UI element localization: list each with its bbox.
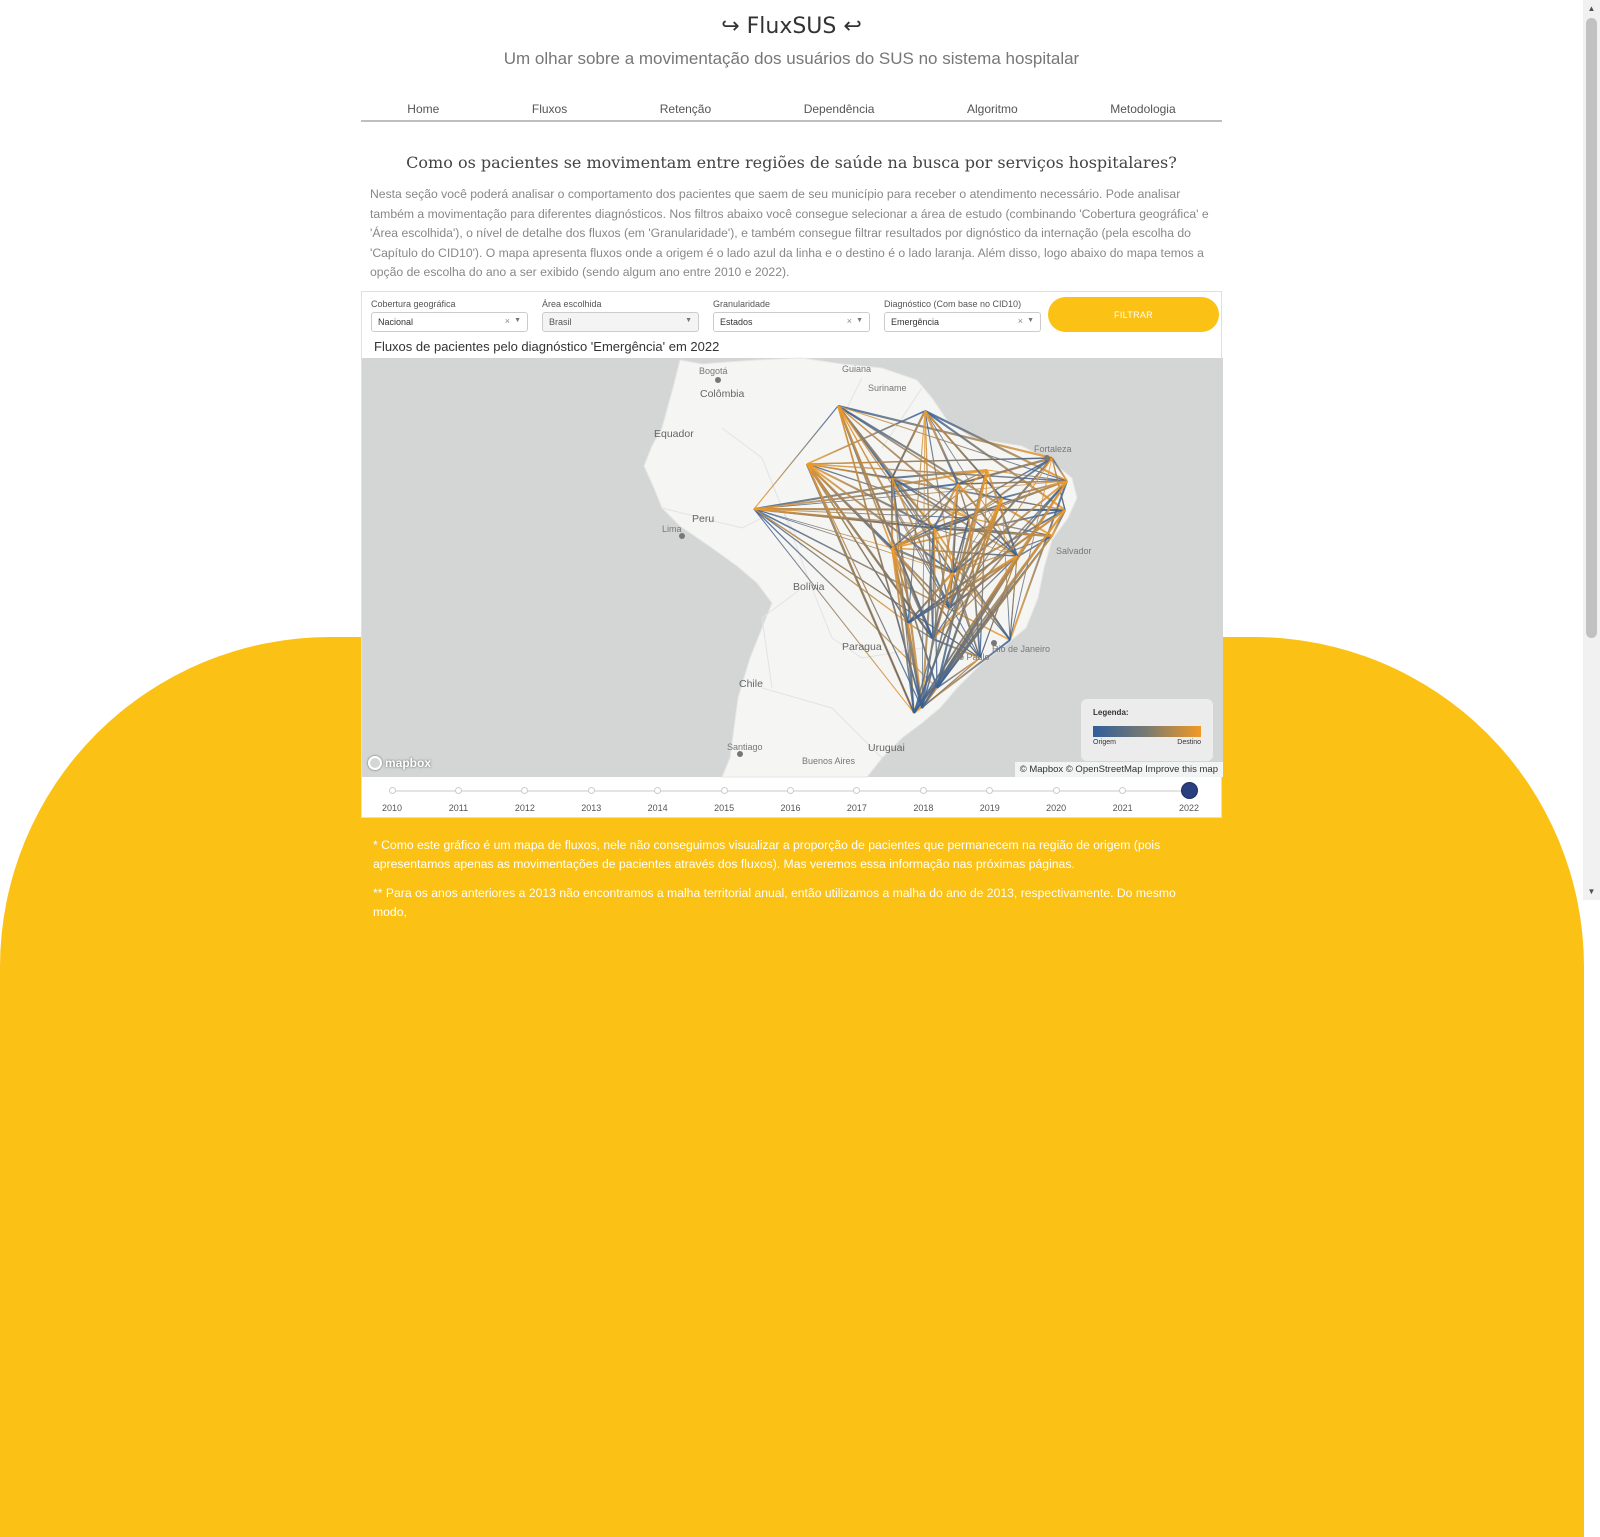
section-description: Nesta seção você poderá analisar o comportamento dos pacientes que saem de seu município para receber o atendimento necessário. Pode analisar também a movimentação para diferentes diagnósticos. Nos filtros abaixo você consegue selecionar a área de estudo (combinando 'Cobertura geográfica' e 'Área escolhida'), o nível de detalhe dos fluxos (em 'Granularidade'), e também consegue filtrar resultados por dignóstico da internação (pela escolha do 'Capítulo do CID10'). O mapa apresenta fluxos onde a origem é o lado azul da linha e o destino é o lado laranja. Além disso, logo abaixo do mapa temos a opção de escolha do ano a ser exibido (sendo algum ano entre 2010 e 2022). (370, 187, 1209, 279)
year-slider[interactable] (362, 777, 1223, 819)
chevron-down-icon[interactable]: ▼ (514, 317, 521, 324)
nav-metodologia[interactable]: Metodologia (1110, 102, 1176, 116)
slider-tick-2020[interactable] (1053, 787, 1060, 794)
place-chile: Chile (739, 678, 763, 690)
nav-fluxos[interactable]: Fluxos (531, 102, 568, 116)
slider-label-2022[interactable]: 2022 (1178, 803, 1200, 813)
legend-gradient-bar (1093, 726, 1201, 737)
city-marker-fortaleza (1044, 455, 1050, 461)
place-buenosaires: Buenos Aires (802, 756, 856, 766)
place-rio: Rio de Janeiro (992, 644, 1051, 654)
slider-tick-2021[interactable] (1119, 787, 1126, 794)
place-paraguai: Paragua (842, 641, 882, 653)
clear-icon[interactable]: × (1017, 316, 1023, 326)
legend-origin-label: Origem (1093, 739, 1116, 746)
place-saopaulo: ão Paulo (954, 652, 990, 662)
scroll-up-icon[interactable]: ▲ (1587, 4, 1596, 13)
filter-diagnostico-select[interactable] (884, 312, 1041, 332)
page-scrollbar[interactable] (1583, 0, 1600, 900)
filter-granularidade-label: Granularidade (713, 299, 771, 309)
slider-label-2021[interactable]: 2021 (1112, 803, 1133, 813)
filter-area-select[interactable] (542, 312, 699, 332)
filter-area (542, 299, 699, 332)
nav-dependencia[interactable]: Dependência (803, 102, 875, 116)
flow-map-panel (361, 291, 1222, 818)
map-title: Fluxos de pacientes pelo diagnóstico 'Emergência' em 2022 (374, 339, 720, 354)
section-question: Como os pacientes se movimentam entre regiões de saúde na busca por serviços hospitalares? (406, 153, 1177, 172)
place-bogota: Bogotá (699, 366, 728, 376)
mapbox-logo-text: mapbox (385, 756, 432, 770)
slider-label-2014[interactable]: 2014 (647, 803, 668, 813)
nav-algoritmo[interactable]: Algoritmo (967, 102, 1018, 116)
filter-button[interactable]: FILTRAR (1048, 297, 1219, 332)
filter-granularidade (713, 299, 870, 332)
map-legend (1081, 699, 1213, 761)
place-peru: Peru (692, 513, 715, 525)
filter-granularidade-value: Estados (720, 317, 753, 327)
filter-cobertura (371, 299, 528, 332)
app-subtitle: Um olhar sobre a movimentação dos usuários do SUS no sistema hospitalar (503, 49, 1080, 68)
slider-tick-2010[interactable] (389, 787, 396, 794)
slider-tick-2014[interactable] (654, 787, 661, 794)
scrollbar-thumb[interactable] (1586, 18, 1597, 638)
filter-diagnostico-value: Emergência (891, 317, 940, 327)
slider-tick-2017[interactable] (853, 787, 860, 794)
filter-cobertura-select[interactable] (371, 312, 528, 332)
filter-granularidade-select[interactable] (713, 312, 870, 332)
slider-label-2020[interactable]: 2020 (1046, 803, 1067, 813)
map-attribution[interactable]: © Mapbox © OpenStreetMap Improve this map (1015, 762, 1223, 777)
mapbox-logo[interactable] (368, 756, 431, 770)
place-salvador: Salvador (1056, 546, 1092, 556)
clear-icon[interactable]: × (846, 316, 852, 326)
place-bolivia: Bolívia (793, 581, 825, 593)
filter-area-value: Brasil (549, 317, 572, 327)
slider-label-2010[interactable]: 2010 (381, 803, 403, 813)
slider-label-2013[interactable]: 2013 (581, 803, 602, 813)
legend-destination-label: Destino (1177, 739, 1201, 746)
place-fortaleza: Fortaleza (1034, 444, 1072, 454)
slider-label-2017[interactable]: 2017 (846, 803, 867, 813)
footnote-1: * Como este gráfico é um mapa de fluxos, nele não conseguimos visualizar a proporção de pacientes que permanecem na região de origem (pois apresentamos apenas as movimentações de pacientes através dos fluxos). Mas veremos essa informação nas próximas páginas. (373, 838, 1161, 871)
filter-cobertura-label: Cobertura geográfica (371, 299, 456, 309)
chevron-down-icon[interactable]: ▼ (1027, 317, 1034, 324)
filter-area-label: Área escolhida (542, 299, 602, 309)
chevron-down-icon[interactable]: ▼ (856, 317, 863, 324)
filter-cobertura-value: Nacional (378, 317, 414, 327)
slider-label-2019[interactable]: 2019 (979, 803, 1000, 813)
place-uruguai: Uruguai (868, 742, 905, 754)
place-equador: Equador (654, 428, 694, 440)
place-suriname: Suriname (868, 383, 907, 393)
app-title: ↪ FluxSUS ↩ (721, 14, 862, 39)
slider-label-2015[interactable]: 2015 (714, 803, 735, 813)
slider-tick-2013[interactable] (588, 787, 595, 794)
flow-map[interactable] (362, 358, 1223, 777)
filter-diagnostico (884, 299, 1041, 332)
nav-home[interactable]: Home (407, 102, 440, 116)
place-lima: Lima (662, 524, 682, 534)
slider-label-2012[interactable]: 2012 (514, 803, 535, 813)
slider-handle[interactable] (1181, 782, 1198, 799)
legend-title: Legenda: (1093, 708, 1129, 717)
filter-diagnostico-label: Diagnóstico (Com base no CID10) (884, 299, 1022, 309)
nav-retencao[interactable]: Retenção (659, 102, 712, 116)
slider-tick-2019[interactable] (986, 787, 993, 794)
slider-label-2011[interactable]: 2011 (448, 803, 469, 813)
slider-tick-2016[interactable] (787, 787, 794, 794)
slider-label-2018[interactable]: 2018 (913, 803, 934, 813)
chevron-down-icon[interactable]: ▼ (685, 317, 692, 324)
mapbox-logo-icon (368, 756, 382, 770)
place-santiago: Santiago (727, 742, 763, 752)
slider-label-2016[interactable]: 2016 (780, 803, 801, 813)
city-marker-bogota (715, 377, 721, 383)
slider-tick-2012[interactable] (521, 787, 528, 794)
main-nav (361, 98, 1222, 122)
footnote-2: ** Para os anos anteriores a 2013 não encontramos a malha territorial anual, então utilizamos a malha do ano de 2013, respectivamente. Do mesmo modo, (373, 886, 1176, 919)
place-colombia: Colômbia (700, 388, 745, 400)
place-guiana: Guiana (842, 364, 872, 374)
clear-icon[interactable]: × (504, 316, 510, 326)
scroll-down-icon[interactable]: ▼ (1587, 887, 1596, 896)
slider-tick-2018[interactable] (920, 787, 927, 794)
slider-tick-2011[interactable] (455, 787, 462, 794)
slider-tick-2015[interactable] (721, 787, 728, 794)
